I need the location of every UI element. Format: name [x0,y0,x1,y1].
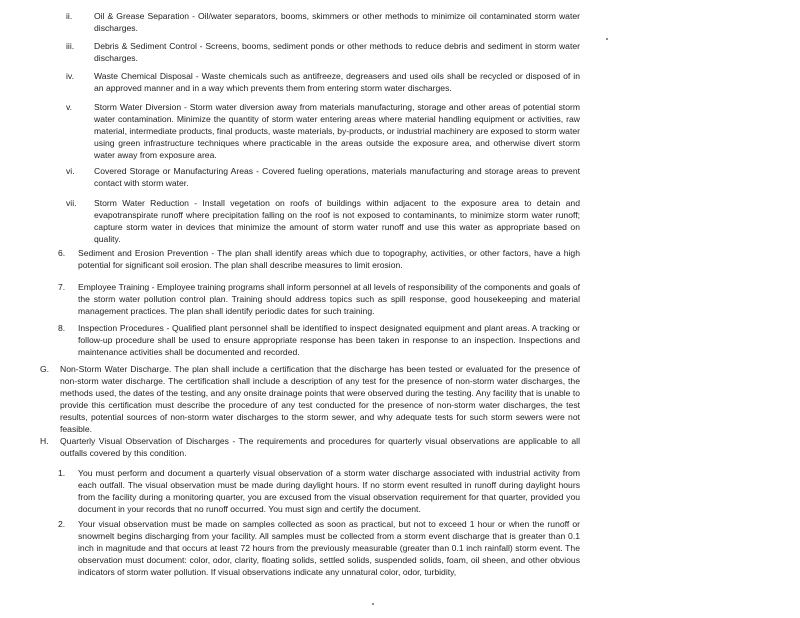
list-item [66,197,580,245]
item-text: Waste Chemical Disposal - Waste chemicals such as antifreeze, degreasers and used oils shall be recycled or disposed of in an approved manner and in a way which prevents them from entering storm water discharges. [94,71,580,93]
section-letter: H. [40,436,49,446]
item-number: 8. [58,323,66,333]
item-number: iii. [66,41,75,51]
list-item [66,70,580,94]
item-number: 6. [58,248,66,258]
item-text: Debris & Sediment Control - Screens, booms, sediment ponds or other methods to reduce debris and sediment in storm water discharges. [94,41,580,63]
item-number: ii. [66,11,73,21]
scan-speck [606,38,608,40]
section-text: Quarterly Visual Observation of Discharges - The requirements and procedures for quarterly visual observations are applicable to all outfalls covered by this condition. [60,436,580,458]
item-text: Employee Training - Employee training programs shall inform personnel at all levels of responsibility of the components and goals of the storm water pollution control plan. Training should address topics such as spill response, good housekeeping and material management practices. The plan shall identify periodic dates for such training. [78,282,580,316]
item-number: v. [66,102,73,112]
list-item [66,40,580,64]
item-text: Oil & Grease Separation - Oil/water separators, booms, skimmers or other methods to minimize oil contaminated storm water discharges. [94,11,580,33]
item-number: iv. [66,71,74,81]
item-text: Storm Water Reduction - Install vegetation on roofs of buildings within adjacent to the exposure area to detain and evapotranspirate runoff where precipitation falling on the roof is not exposed to contaminants, to minimize storm water runoff; capture storm water in devices that minimize the amount of storm water runoff and use this water as appropriate based on quality. [94,198,580,244]
section-text: Non-Storm Water Discharge. The plan shall include a certification that the discharge has been tested or evaluated for the presence of non-storm water discharge. The certification shall include a description of any test for the presence of non-storm water discharges, the methods used, the dates of the testing, and any onsite drainage points that were observed during the testing. Any facility that is unable to provide this certification must describe the procedure of any test conducted for the presence of non-storm water discharges, the test results, potential sources of non-storm water discharges to the storm sewer, and why adequate tests for such storm sewers were not feasible. [60,364,580,434]
list-item [58,281,580,317]
section-g [40,363,580,435]
item-number: vi. [66,166,75,176]
item-text: Covered Storage or Manufacturing Areas - Covered fueling operations, materials manufacturing and storage areas to prevent contact with storm water. [94,166,580,188]
item-text: Sediment and Erosion Prevention - The plan shall identify areas which due to topography, activities, or other factors, have a high potential for significant soil erosion. The plan shall describe measures to limit erosion. [78,248,580,270]
list-item [66,101,580,161]
item-number: 7. [58,282,66,292]
section-letter: G. [40,364,50,374]
list-item [58,467,580,515]
list-item [58,322,580,358]
item-text: Your visual observation must be made on samples collected as soon as practical, but not to exceed 1 hour or when the runoff or snowmelt begins discharging from your facility. All samples must be collected from a storm event discharge that is greater than 0.1 inch in magnitude and that occurs at least 72 hours from the previously measurable (greater than 0.1 inch rainfall) storm event. The observation must document: color, odor, clarity, floating solids, settled solids, suspended solids, foam, oil sheen, and other obvious indicators of storm water pollution. If visual observations indicate any unnatural color, odor, turbidity, [78,519,580,577]
item-text: Storm Water Diversion - Storm water diversion away from materials manufacturing, storage and other areas of potential storm water contamination. Minimize the quantity of storm water entering areas where material handling equipment or activities, raw material, intermediate products, final products, waste materials, by-products, or industrial machinery are exposed to storm water using green infrastructure techniques where practicable in the areas outside the exposure area, and otherwise divert storm water away from exposure area. [94,102,580,160]
list-item [66,10,580,34]
list-item [66,165,580,189]
item-text: Inspection Procedures - Qualified plant personnel shall be identified to inspect designated equipment and plant areas. A tracking or follow-up procedure shall be used to ensure appropriate response has been taken in response to an inspection. Inspections and maintenance activities shall be documented and recorded. [78,323,580,357]
list-item [58,518,580,578]
item-number: 2. [58,519,66,529]
list-item [58,247,580,271]
section-h [40,435,580,459]
item-number: 1. [58,468,66,478]
item-number: vii. [66,198,77,208]
item-text: You must perform and document a quarterly visual observation of a storm water discharge associated with industrial activity from each outfall. The visual observation must be made during daylight hours. If no storm event resulted in runoff during daylight hours from the facility during a monitoring quarter, you are excused from the visual observation requirement for that quarter, provided you document in your records that no runoff occurred. You must sign and certify the document. [78,468,580,514]
scan-speck [372,603,374,605]
